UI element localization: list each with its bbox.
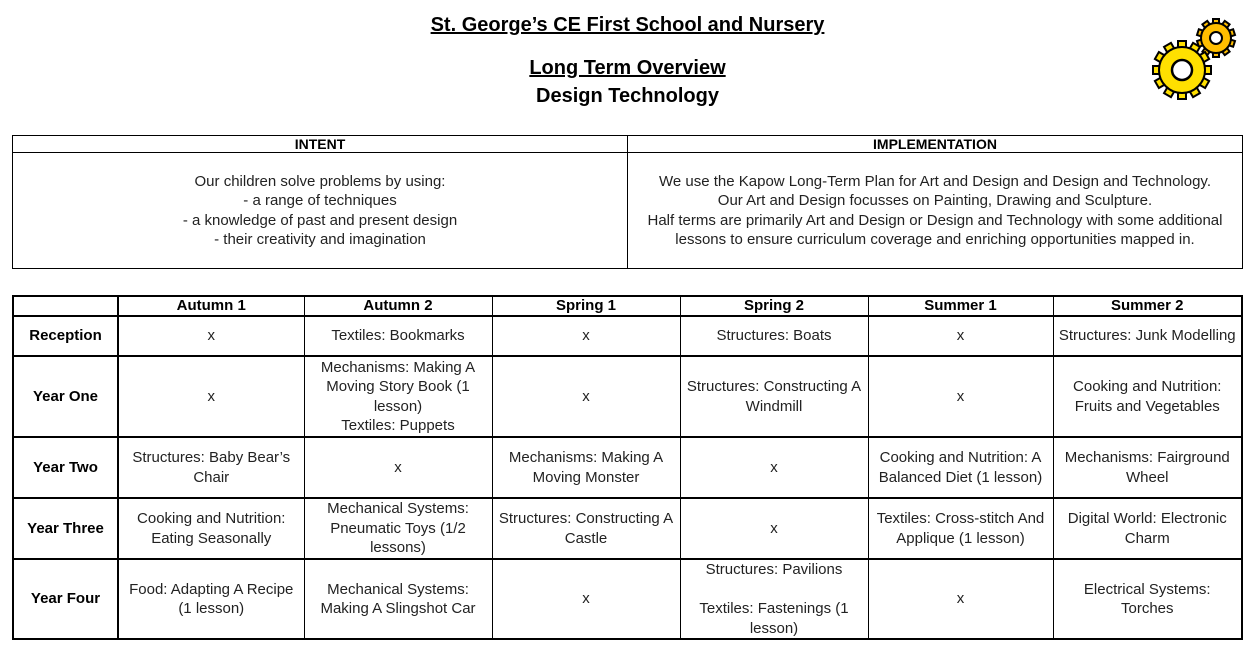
year-label: Year Two	[13, 437, 118, 498]
unit-cell	[868, 316, 1053, 356]
unit-text: Mechanical Systems: Pneumatic Toys (1/2 lessons)	[327, 500, 469, 557]
unit-text: Textiles: Fastenings (1 lesson)	[699, 600, 849, 637]
unit-cell	[868, 356, 1053, 437]
term-header: Summer 1	[868, 296, 1053, 316]
unit-cell	[680, 559, 868, 639]
unit-text: x	[207, 327, 215, 345]
unit-cell	[680, 498, 868, 559]
unit-text: Structures: Constructing A Castle	[498, 510, 674, 547]
unit-cell	[492, 559, 680, 639]
implementation-cell	[628, 153, 1243, 269]
term-header: Spring 1	[492, 296, 680, 316]
unit-text: x	[582, 327, 590, 345]
unit-text: Textiles: Puppets	[341, 417, 455, 434]
long-term-overview-table	[12, 295, 1243, 640]
unit-text: Mechanisms: Making A Moving Monster	[508, 449, 664, 486]
unit-text: Structures: Baby Bear’s Chair	[132, 449, 291, 486]
intent-line: Our children solve problems by using:	[194, 172, 446, 190]
unit-cell	[1053, 498, 1242, 559]
corner-cell	[13, 296, 118, 316]
unit-cell	[492, 356, 680, 437]
unit-cell	[680, 316, 868, 356]
implementation-line: Half terms are primarily Art and Design or Design and Technology with some additional lessons to ensure curriculum coverage and enriching opportunities mapped in.	[647, 211, 1223, 248]
unit-text: Mechanical Systems: Making A Slingshot Car	[320, 580, 476, 617]
intent-line: - their creativity and imagination	[214, 231, 426, 248]
intent-line: - a knowledge of past and present design	[182, 211, 458, 229]
implementation-line: Our Art and Design focusses on Painting, Drawing and Sculpture.	[717, 192, 1153, 209]
unit-cell	[868, 498, 1053, 559]
unit-text: Digital World: Electronic Charm	[1067, 510, 1227, 547]
unit-cell	[304, 437, 492, 498]
unit-text: Mechanisms: Fairground Wheel	[1064, 449, 1230, 486]
unit-cell	[304, 316, 492, 356]
unit-cell	[868, 559, 1053, 639]
unit-text: x	[770, 519, 778, 537]
intent-line: - a range of techniques	[243, 192, 397, 209]
unit-text: Mechanisms: Making A Moving Story Book (1 lesson)	[320, 358, 476, 415]
large-gear-icon	[1153, 41, 1211, 99]
intent-implementation-table	[12, 135, 1243, 269]
term-header: Autumn 2	[304, 296, 492, 316]
term-header-row	[13, 296, 1242, 316]
unit-cell	[304, 498, 492, 559]
unit-cell	[492, 498, 680, 559]
unit-cell	[118, 559, 304, 639]
unit-cell	[1053, 316, 1242, 356]
unit-text: Electrical Systems: Torches	[1083, 580, 1211, 617]
unit-text: x	[394, 458, 402, 476]
unit-text	[685, 580, 864, 600]
unit-text: Cooking and Nutrition: A Balanced Diet (1 lesson)	[878, 449, 1043, 486]
unit-text: x	[956, 590, 965, 608]
year-label: Year One	[13, 356, 118, 437]
unit-text: x	[770, 458, 778, 476]
unit-text: x	[207, 387, 215, 405]
unit-cell	[304, 559, 492, 639]
document-title: Long Term Overview	[529, 57, 726, 79]
gears-icon	[1150, 14, 1242, 102]
unit-cell	[118, 437, 304, 498]
term-header: Spring 2	[680, 296, 868, 316]
unit-text: x	[582, 387, 590, 405]
unit-cell	[492, 437, 680, 498]
unit-text: Structures: Pavilions	[705, 561, 843, 578]
unit-text: Structures: Junk Modelling	[1058, 327, 1236, 345]
unit-cell	[1053, 559, 1242, 639]
year-row	[13, 356, 1242, 437]
subject-title: Design Technology	[536, 85, 719, 107]
year-label: Reception	[13, 316, 118, 356]
unit-cell	[118, 316, 304, 356]
term-header: Autumn 1	[118, 296, 304, 316]
year-row	[13, 316, 1242, 356]
unit-text: x	[956, 327, 965, 345]
unit-text: Structures: Constructing A Windmill	[686, 378, 862, 415]
intent-heading: INTENT	[13, 136, 628, 153]
unit-cell	[118, 498, 304, 559]
unit-cell	[680, 437, 868, 498]
unit-text: Structures: Boats	[716, 327, 832, 345]
unit-text: Cooking and Nutrition: Fruits and Vegetables	[1073, 378, 1222, 415]
unit-text: Textiles: Cross-stitch And Applique (1 lesson)	[876, 510, 1045, 547]
unit-cell	[680, 356, 868, 437]
year-row	[13, 437, 1242, 498]
unit-cell	[304, 356, 492, 437]
unit-cell	[1053, 437, 1242, 498]
year-label: Year Four	[13, 559, 118, 639]
unit-cell	[1053, 356, 1242, 437]
unit-text: Textiles: Bookmarks	[331, 327, 465, 345]
year-row	[13, 498, 1242, 559]
implementation-line: We use the Kapow Long-Term Plan for Art and Design and Design and Technology.	[658, 172, 1211, 190]
unit-text: x	[582, 590, 590, 608]
unit-cell	[492, 316, 680, 356]
unit-cell	[118, 356, 304, 437]
unit-text: Cooking and Nutrition: Eating Seasonally	[137, 510, 286, 547]
implementation-heading: IMPLEMENTATION	[628, 136, 1243, 153]
year-label: Year Three	[13, 498, 118, 559]
unit-text: Food: Adapting A Recipe (1 lesson)	[129, 580, 294, 617]
year-row	[13, 559, 1242, 639]
intent-cell	[13, 153, 628, 269]
school-name: St. George’s CE First School and Nursery	[430, 14, 825, 36]
small-gear-icon	[1197, 19, 1235, 57]
term-header: Summer 2	[1053, 296, 1242, 316]
unit-text: x	[956, 387, 965, 405]
unit-cell	[868, 437, 1053, 498]
